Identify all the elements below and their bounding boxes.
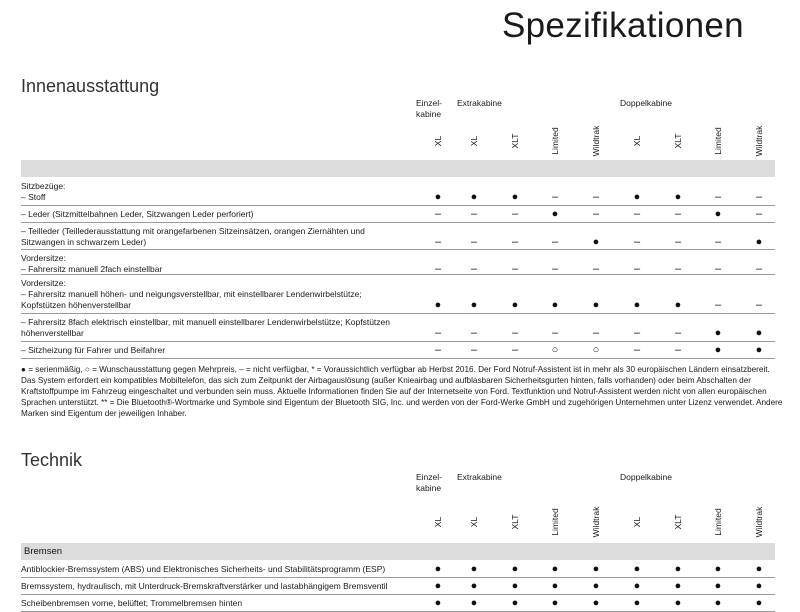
availability-cell: ●	[674, 299, 682, 311]
availability-cell: –	[633, 263, 641, 275]
table-row	[21, 178, 775, 206]
availability-cell: ●	[633, 597, 641, 609]
column-label: Wildtrak	[591, 125, 601, 157]
availability-cell: ●	[511, 563, 519, 575]
page-title: Spezifikationen	[502, 6, 744, 45]
column-label: XL	[469, 135, 479, 147]
availability-cell: ●	[592, 299, 600, 311]
table-row	[21, 578, 775, 595]
availability-cell: ●	[714, 344, 722, 356]
row-label: – Fahrersitz 8fach elektrisch einstellbar, mit manuell einstellbarer Lendenwirbelstütze; Kopfstützen höhenverstellbar	[21, 317, 390, 338]
availability-cell: –	[633, 208, 641, 220]
column-label: Wildtrak	[591, 506, 601, 538]
availability-cell: ●	[551, 299, 559, 311]
column-group-header: Einzel- kabine	[416, 472, 442, 493]
availability-cell: ●	[755, 236, 763, 248]
column-label: XLT	[673, 133, 683, 149]
availability-cell: ●	[755, 563, 763, 575]
availability-cell: –	[511, 208, 519, 220]
table-row	[21, 342, 775, 359]
availability-cell: –	[755, 299, 763, 311]
availability-cell: ●	[592, 580, 600, 592]
row-label: Antiblockier-Bremssystem (ABS) und Elektronisches Sicherheits- und Stabilitätsprogramm (ESP)	[21, 564, 386, 574]
column-group-header: Extrakabine	[457, 472, 502, 482]
table-row	[21, 206, 775, 223]
column-group-header: Einzel- kabine	[416, 98, 442, 119]
availability-cell: –	[551, 236, 559, 248]
availability-cell: –	[470, 208, 478, 220]
availability-cell: –	[434, 236, 442, 248]
availability-cell: –	[714, 263, 722, 275]
availability-cell: –	[674, 208, 682, 220]
availability-cell: ○	[592, 344, 600, 356]
availability-cell: –	[592, 263, 600, 275]
row-label: Scheibenbremsen vorne, belüftet; Trommelbremsen hinten	[21, 598, 243, 608]
availability-cell: ●	[633, 299, 641, 311]
availability-cell: ●	[551, 208, 559, 220]
availability-cell: –	[714, 236, 722, 248]
availability-cell: ○	[551, 344, 559, 356]
column-label: Wildtrak	[754, 506, 764, 538]
availability-cell: ●	[470, 597, 478, 609]
availability-cell: ●	[434, 299, 442, 311]
availability-cell: ●	[674, 563, 682, 575]
availability-cell: –	[633, 327, 641, 339]
column-label: Limited	[713, 508, 723, 536]
availability-cell: –	[674, 263, 682, 275]
availability-cell: ●	[633, 563, 641, 575]
section-header-bar	[21, 160, 775, 177]
availability-cell: –	[592, 327, 600, 339]
availability-cell: –	[434, 208, 442, 220]
availability-cell: –	[551, 327, 559, 339]
table-row	[21, 314, 775, 342]
row-label: Sitzbezüge: – Stoff	[21, 181, 66, 202]
availability-cell: ●	[755, 580, 763, 592]
section-header-bar	[21, 543, 775, 560]
column-label: Limited	[550, 508, 560, 536]
column-label: XLT	[673, 514, 683, 530]
availability-cell: –	[674, 327, 682, 339]
availability-cell: –	[470, 236, 478, 248]
column-group-header: Doppelkabine	[620, 472, 672, 482]
availability-cell: ●	[714, 327, 722, 339]
availability-cell: –	[592, 191, 600, 203]
availability-cell: ●	[714, 563, 722, 575]
table-row	[21, 561, 775, 578]
availability-cell: –	[674, 344, 682, 356]
availability-cell: ●	[511, 299, 519, 311]
availability-cell: ●	[434, 563, 442, 575]
column-label: XL	[433, 135, 443, 147]
column-label: XL	[632, 135, 642, 147]
row-label: – Sitzheizung für Fahrer und Beifahrer	[21, 345, 166, 355]
availability-cell: ●	[633, 580, 641, 592]
availability-cell: –	[434, 327, 442, 339]
availability-cell: –	[470, 263, 478, 275]
availability-cell: –	[511, 344, 519, 356]
column-label: XLT	[510, 514, 520, 530]
availability-cell: –	[434, 344, 442, 356]
row-label: Vordersitze: – Fahrersitz manuell 2fach einstellbar	[21, 253, 163, 274]
column-label: XL	[433, 516, 443, 528]
availability-cell: –	[551, 263, 559, 275]
section-header-label: Bremsen	[24, 546, 63, 557]
availability-cell: ●	[674, 191, 682, 203]
column-group-header: Extrakabine	[457, 98, 502, 108]
section-title: Technik	[21, 450, 83, 470]
availability-cell: –	[714, 191, 722, 203]
availability-cell: ●	[551, 563, 559, 575]
availability-cell: ●	[511, 580, 519, 592]
column-label: Limited	[550, 127, 560, 155]
availability-cell: –	[551, 191, 559, 203]
availability-cell: –	[511, 263, 519, 275]
section-title: Innenausstattung	[21, 76, 160, 96]
table-row	[21, 223, 775, 250]
availability-cell: ●	[633, 191, 641, 203]
availability-cell: ●	[714, 580, 722, 592]
availability-cell: ●	[470, 580, 478, 592]
column-label: XLT	[510, 133, 520, 149]
legend-footnote: ● = serienmäßig, ○ = Wunschausstattung gegen Mehrpreis, – = nicht verfügbar, * = Voraussichtlich verfügbar ab Herbst 2016. Der Ford Notruf-Assistent ist in mehr als 30 europäischen Ländern einsatzbereit. Das System erfordert ein kompatibles Mobiltelefon, das sich zum Zeitpunkt der Airbagauslösung (außer Knieairbag und aufblasbaren Sicherheitsgurten hinten, falls vorhanden) oder beim Abschalten der Kraftstoffpumpe im Fahrzeug eingeschaltet und verbunden sein muss. Aktuelle Informationen finden Sie auf der Internetseite von Ford. Textfunktion und Notruf-Assistent werden nicht von allen europäischen Sprachen unterstützt. ** = Die Bluetooth®-Wortmarke und Symbole sind Eigentum der Bluetooth SIG, Inc. und werden von der Ford-Werke GmbH und zugehörigen Unternehmen unter Lizenz verwendet. Andere Marken sind Eigentum der jeweiligen Inhaber.	[21, 365, 783, 418]
availability-cell: –	[755, 191, 763, 203]
availability-cell: ●	[714, 208, 722, 220]
availability-cell: –	[633, 236, 641, 248]
availability-cell: ●	[434, 191, 442, 203]
availability-cell: ●	[755, 597, 763, 609]
availability-cell: ●	[674, 580, 682, 592]
column-label: XL	[632, 516, 642, 528]
column-label: XL	[469, 516, 479, 528]
availability-cell: –	[674, 236, 682, 248]
row-label: Bremssystem, hydraulisch, mit Unterdruck-Bremskraftverstärker und lastabhängigem Bremsventil	[21, 581, 388, 591]
availability-cell: ●	[592, 597, 600, 609]
availability-cell: –	[434, 263, 442, 275]
availability-cell: ●	[434, 580, 442, 592]
availability-cell: ●	[511, 597, 519, 609]
availability-cell: –	[714, 299, 722, 311]
row-label: Vordersitze: – Fahrersitz manuell höhen- und neigungsverstellbar, mit einstellbarer Lendenwirbelstütze; Kopfstützen höhenverstellbar	[21, 278, 362, 310]
table-row	[21, 250, 775, 275]
table-row	[21, 275, 775, 314]
availability-cell: ●	[511, 191, 519, 203]
row-label: – Leder (Sitzmittelbahnen Leder, Sitzwangen Leder perforiert)	[21, 209, 254, 219]
availability-cell: –	[470, 344, 478, 356]
availability-cell: ●	[714, 597, 722, 609]
availability-cell: ●	[674, 597, 682, 609]
column-label: Limited	[713, 127, 723, 155]
availability-cell: –	[592, 208, 600, 220]
column-label: Wildtrak	[754, 125, 764, 157]
availability-cell: ●	[434, 597, 442, 609]
availability-cell: ●	[551, 580, 559, 592]
availability-cell: ●	[592, 563, 600, 575]
availability-cell: –	[470, 327, 478, 339]
availability-cell: ●	[470, 563, 478, 575]
availability-cell: –	[755, 208, 763, 220]
availability-cell: ●	[592, 236, 600, 248]
availability-cell: ●	[551, 597, 559, 609]
availability-cell: –	[755, 263, 763, 275]
column-group-header: Doppelkabine	[620, 98, 672, 108]
availability-cell: –	[633, 344, 641, 356]
availability-cell: ●	[755, 344, 763, 356]
availability-cell: ●	[470, 191, 478, 203]
table-row	[21, 595, 775, 612]
row-label: – Teilleder (Teillederausstattung mit orangefarbenen Sitzeinsätzen, orangen Ziernähten und Sitzwangen in schwarzem Leder)	[21, 226, 365, 247]
availability-cell: –	[511, 327, 519, 339]
availability-cell: ●	[755, 327, 763, 339]
availability-cell: –	[511, 236, 519, 248]
availability-cell: ●	[470, 299, 478, 311]
